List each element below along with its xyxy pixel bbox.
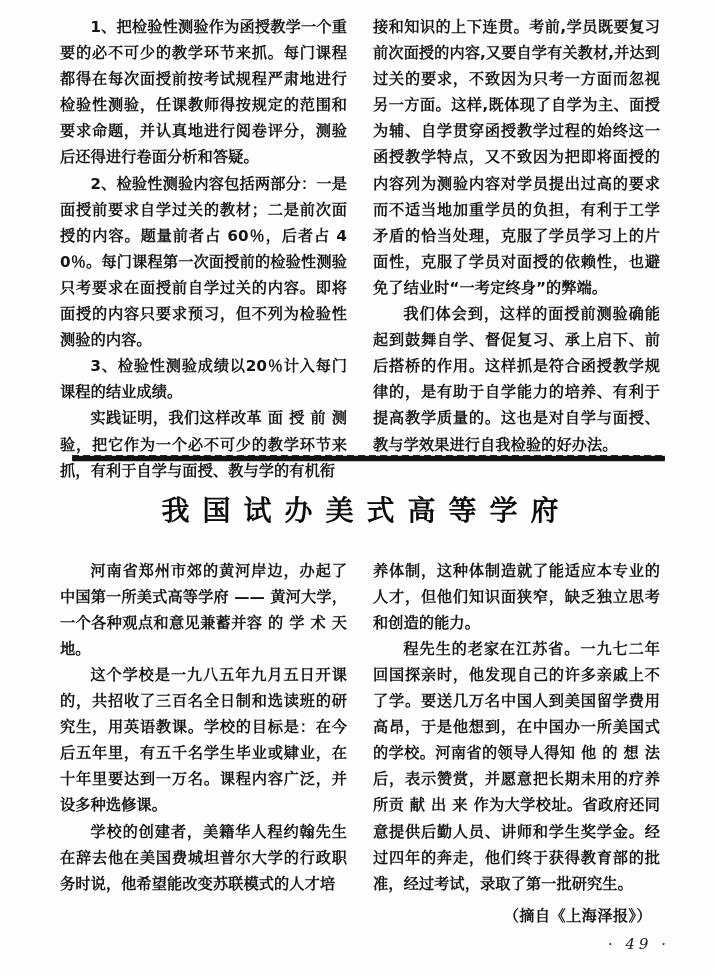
paragraph: 1、把检验性测验作为函授教学一个重要的必不可少的教学环节来抓。每门课程都得在每次面授前按考试规程严肃地进行检验性测验，任课教师得按规定的范围和要求命题，并认真地进行阅卷评分，测验后还得进行卷面分析和答疑。: [60, 18, 347, 167]
paragraph: 3、检验性测验成绩以20％计入每门课程的结业成绩。: [60, 357, 347, 402]
article-one-column-right: [373, 14, 660, 484]
two-column-layout: [60, 558, 660, 929]
article-one-column-left: [60, 14, 347, 484]
paragraph: 2、检验性测验内容包括两部分：一是面授前要求自学过关的教材；二是前次面授的内容。题量前者占 60％，后者占 40％。每门课程第一次面授前的检验性测验只考要求在面授前自学过关的内容。即将面授的内容只要求预习，但不列为检验性测验的内容。: [60, 174, 347, 350]
page-number: · 49 ·: [607, 935, 670, 953]
paragraph: 我们体会到，这样的面授前测验确能起到鼓舞自学、督促复习、承上启下、前后搭桥的作用。这样抓是符合函授教学规律的，是有助于自学能力的培养、有利于提高教学质量的。这也是对自学与面授、教与学效果进行自我检验的好办法。: [373, 305, 660, 454]
article-two-column-right: [373, 558, 660, 929]
section-divider-rule: [72, 456, 665, 461]
paragraph: 养体制，这种体制造就了能适应本专业的人才，但他们知识面狭窄，缺乏独立思考和创造的能力。: [373, 561, 660, 632]
article-two-column-left: [60, 558, 347, 929]
paragraph: 实践证明，我们这样改革 面 授 前 测验，把它作为一个必不可少的教学环节来抓，有利于自学与面授、教与学的有机衔: [60, 409, 347, 480]
paragraph: 程先生的老家在江苏省。一九七二年回国探亲时，他发现自己的许多亲戚上不了学。要送几万名中国人到美国留学费用高昂，于是他想到，在中国办一所美国式的学校。河南省的领导人得知 他 的 想 法后，表示赞赏，并愿意把长期未用的疗养所贡 献 出 来 作为大学校址。省政府还同意提供后勤人员、讲师和学生奖学金。经过四年的奔走，他们终于获得教育部的批准，经过考试，录取了第一批研究生。: [373, 639, 660, 893]
paragraph: 接和知识的上下连贯。考前,学员既要复习前次面授的内容,又要自学有关教材,并达到过关的要求，不致因为只考一方面而忽视另一方面。这样,既体现了自学为主、面授为辅、自学贯穿函授教学过程的始终这一函授教学特点，又不致因为把即将面授的内容列为测验内容对学员提出过高的要求而不适当地加重学员的负担，有利于工学矛盾的恰当处理，克服了学员学习上的片面性，克服了学员对面授的依赖性，也避免了结业时“一考定终身”的弊端。: [373, 18, 660, 297]
article-continuation: [60, 14, 660, 484]
two-column-layout: [60, 14, 660, 484]
paragraph: 河南省郑州市郊的黄河岸边，办起了中国第一所美式高等学府 —— 黄河大学，一个各种观点和意见兼蓄并容 的 学 术 天地。: [60, 561, 347, 658]
paragraph: 学校的创建者，美籍华人程约翰先生在辞去他在美国费城坦普尔大学的行政职务时说，他希望能改变苏联模式的人才培: [60, 822, 347, 893]
article-source-attribution: （摘自《上海泽报》）: [503, 906, 652, 925]
article-main: [60, 494, 660, 929]
article-headline: 我国试办美式高等学府: [161, 494, 572, 527]
paragraph: 这个学校是一九八五年九月五日开课的，共招收了三百名全日制和选读班的研究生，用英语教课。学校的目标是：在今后五年里，有五千名学生毕业或肄业，在十年里要达到一万名。课程内容广泛，并设多种选修课。: [60, 665, 347, 815]
